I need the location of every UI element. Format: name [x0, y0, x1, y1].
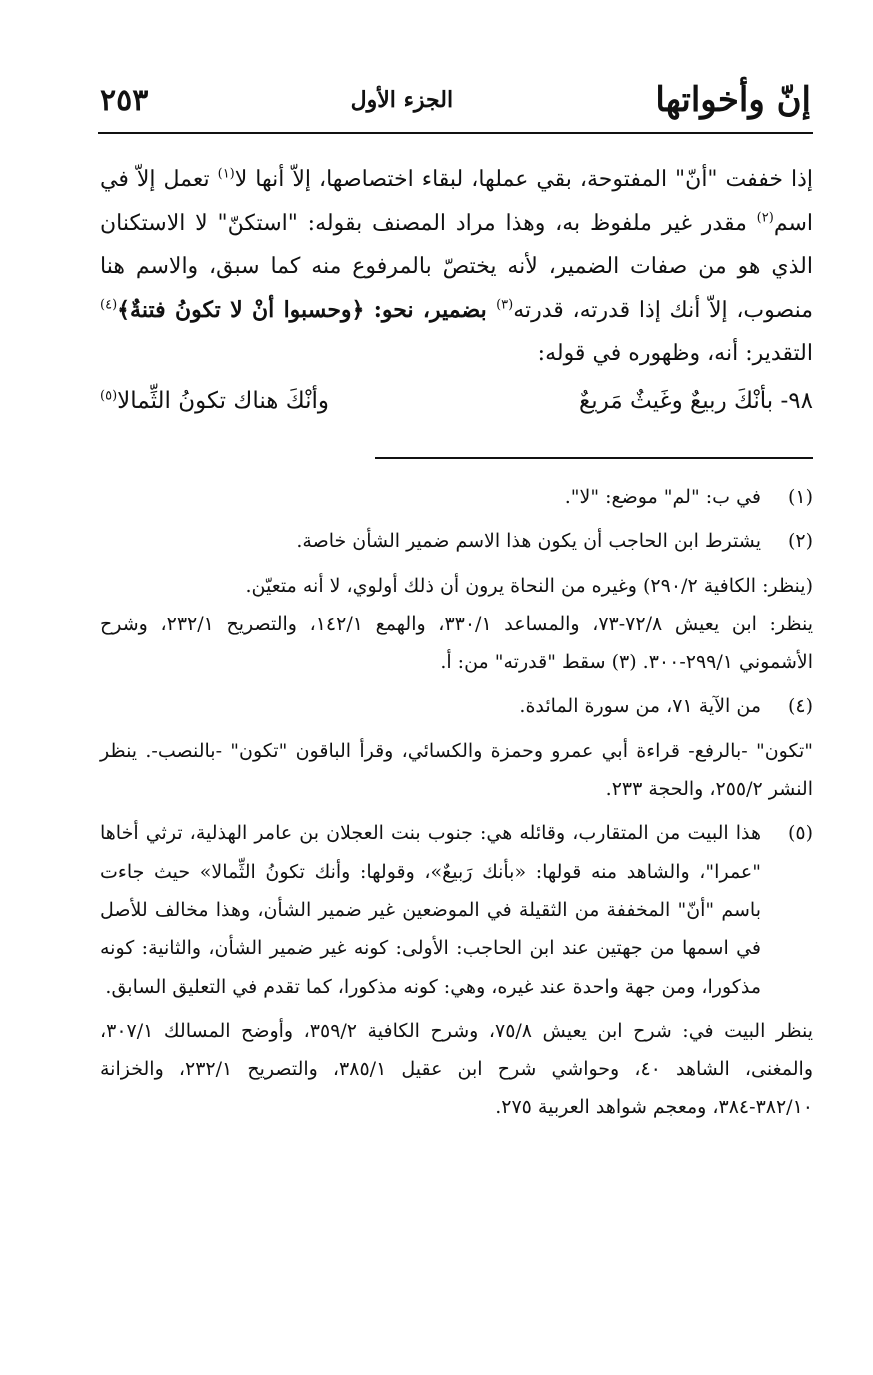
text-run: مقدر غير ملفوظ به، وهذا مراد المصنف بقوله: "استكنّ" لا الاستكنان الذي هو من صفات الضمير، لأنه يختصّ بالمرفوع منه كما سبق، والاسم هنا منصوب، إلاّ أنك إذا قدرته، قدرته [100, 210, 814, 323]
hemistich-2: وأنْكَ هناك تكونُ الثِّمالا [117, 387, 330, 414]
hemistich-1: بأنْكَ ربيعٌ وغَيثٌ مَريعٌ [579, 387, 774, 414]
footnote-continuation: (ينظر: الكافية ٢٩٠/٢) وغيره من النحاة يرون أن ذلك أولوي، لا أنه متعيّن. [245, 574, 813, 597]
footnote-item [100, 687, 813, 725]
verse-second-half [100, 380, 329, 424]
footnote-ref: (٢) [756, 210, 774, 226]
footnote-continuation: ينظر البيت في: شرح ابن يعيش ٧٥/٨، وشرح الكافية ٣٥٩/٢، وأوضح المسالك ٣٠٧/١، والمغنى، الشاهد ٤٠، وحواشي شرح ابن عقيل ٣٨٥/١، والتصريح ٢٣٢/١، والخزانة ٣٨٢/١٠-٣٨٤، ومعجم شواهد العربية ٢٧٥. [100, 1019, 814, 1119]
text-run: تعمل إلاّ في اسم [100, 167, 813, 236]
footnote-text: يشترط ابن الحاجب أن يكون هذا الاسم ضمير الشأن خاصة. [296, 530, 761, 553]
main-text [100, 158, 813, 423]
footnote-number: (٢) [787, 530, 813, 553]
footnote-ref: (٥) [100, 387, 118, 403]
footnote-item [100, 522, 813, 560]
chapter-title: إنّ وأخواتها [655, 80, 811, 120]
poetry-verse [100, 380, 813, 424]
footnote-continuation: ينظر: ابن يعيش ٧٢/٨-٧٣، والمساعد ٣٣٠/١، والهمع ١٤٢/١، والتصريح ٢٣٢/١، وشرح الأشموني ٢٩٩/١-٣٠٠. (٣) سقط "قدرته" من: أ. [100, 612, 814, 674]
footnote-ref: (٣) [496, 297, 514, 313]
footnote-number: (٤) [787, 695, 813, 718]
header-rule [98, 132, 813, 134]
footnote-item [100, 814, 813, 1005]
footnote-ref: (٤) [100, 297, 118, 313]
footnote-rule [375, 457, 813, 459]
footnote-continuation: "تكون" -بالرفع- قراءة أبي عمرو وحمزة والكسائي، وقرأ الباقون "تكون" -بالنصب-. ينظر النشر ٢٥٥/٢، والحجة ٢٣٣. [100, 739, 813, 801]
main-paragraph [100, 158, 813, 376]
footnotes [100, 478, 813, 1127]
page-header [100, 72, 811, 128]
page-number: ٢٥٣ [100, 82, 149, 118]
part-label: الجزء الأول [350, 87, 454, 113]
quran-quote: بضمير، نحو: ﴿وحسبوا أنْ لا تكونُ فتنةٌ﴾ [117, 296, 497, 323]
footnote-text: في ب: "لم" موضع: "لا". [564, 486, 761, 508]
footnote-text: هذا البيت من المتقارب، وقائله هي: جنوب بنت العجلان بن عامر الهذلية، ترثي أخاها "عمرا"، والشاهد منه قولها: «بأنك رَبيعٌ»، وقولها: وأنك تكونُ الثِّمالا» حيث جاءت باسم "أنّ" المخففة من الثقيلة في الموضعين غير ضمير الشأن، وهذا مخالف للأصل في اسمها من جهتين عند ابن الحاجب: الأولى: كونه غير ضمير الشأن، والثانية: كونه مذكورا، ومن جهة واحدة عند غيره، وهي: كونه مذكورا، كما تقدم في التعليق السابق. [100, 822, 761, 998]
verse-first-half [579, 380, 813, 424]
text-run: التقدير: أنه، وظهوره في قوله: [537, 341, 813, 366]
text-run: إذا خففت "أنّ" المفتوحة، بقي عملها، لبقاء اختصاصها، إلاّ أنها لا [234, 167, 814, 192]
verse-number: ٩٨- [780, 387, 813, 414]
footnote-ref: (١) [217, 166, 235, 182]
footnote-number: (٥) [787, 822, 813, 845]
footnote-text: من الآية ٧١، من سورة المائدة. [519, 695, 761, 718]
footnote-number: (١) [787, 486, 813, 508]
footnote-item [100, 478, 813, 516]
